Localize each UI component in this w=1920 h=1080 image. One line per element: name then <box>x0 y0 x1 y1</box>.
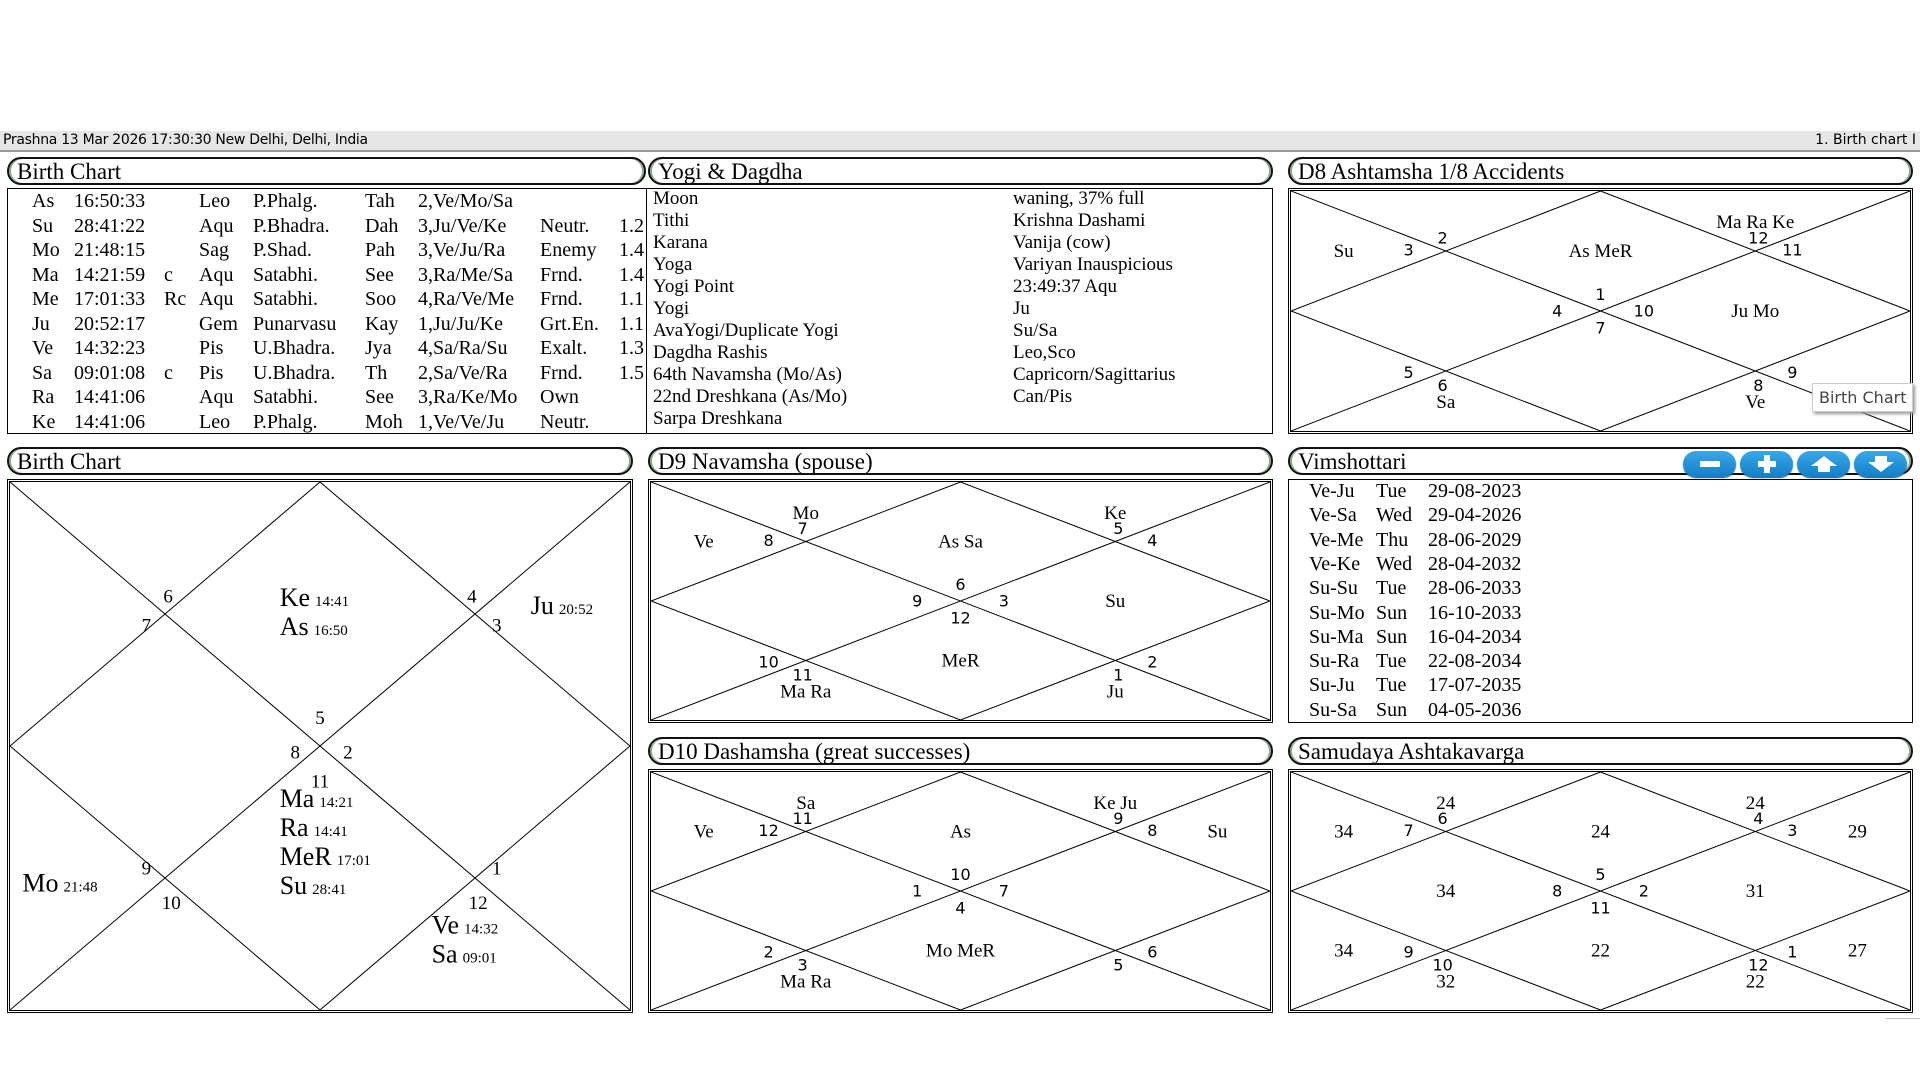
dasha-weekday: Sun <box>1376 601 1408 624</box>
cell-relation: Exalt. <box>540 337 588 359</box>
house-sign-number: 3 <box>1403 240 1414 260</box>
house-sign-number: 5 <box>1113 955 1124 975</box>
dasha-weekday: Thu <box>1376 528 1409 551</box>
house-sign-number: 5 <box>1595 864 1606 884</box>
cell-planet: As <box>32 190 55 212</box>
cell-nakshatra: Satabhi. <box>253 263 318 286</box>
cell-strength: 1.5 <box>619 361 644 384</box>
dasha-period: Ve-Ke <box>1309 552 1361 575</box>
yogi-value: Capricorn/Sagittarius <box>1013 364 1176 385</box>
house-planets: Ma Ra Ke <box>1716 212 1795 234</box>
cell-planet: Sa <box>32 361 52 384</box>
house-planets: Ke <box>1104 502 1127 524</box>
house-planets: 22 <box>1591 940 1610 962</box>
cell-sign: Sag <box>199 239 229 261</box>
house-planets: 32 <box>1436 971 1456 993</box>
dasha-weekday: Wed <box>1376 552 1413 575</box>
tooltip: Birth Chart <box>1812 383 1913 412</box>
birth-chart-panel[interactable] <box>7 479 633 1013</box>
cell-nakshatra: Punarvasu <box>253 312 337 335</box>
house-planets: 27 <box>1847 940 1867 962</box>
dasha-date: 16-04-2034 <box>1428 625 1522 648</box>
chart-lines <box>10 482 630 1010</box>
house-sign-number: 8 <box>1753 376 1764 395</box>
panel-title-yogi[interactable]: Yogi & Dagdha <box>648 157 1273 185</box>
house-sign-number: 7 <box>141 615 152 637</box>
cell-pada-lord: Jya <box>365 337 392 359</box>
yogi-value: Leo,Sco <box>1013 342 1076 363</box>
house-planets: 24 <box>1591 821 1610 843</box>
planet-placement: Sa 09:01 <box>431 939 497 969</box>
panel-title-d10[interactable]: D10 Dashamsha (great successes) <box>648 737 1273 765</box>
cell-strength: 1.3 <box>619 337 644 359</box>
panel-title-d9[interactable]: D9 Navamsha (spouse) <box>648 447 1273 475</box>
cell-relation: Frnd. <box>540 361 583 384</box>
cell-longitude: 20:52:17 <box>74 312 146 335</box>
minus-icon <box>1700 460 1720 468</box>
cell-sign: Leo <box>199 410 231 433</box>
cell-longitude: 16:50:33 <box>74 190 146 212</box>
house-sign-number: 1 <box>1595 284 1606 304</box>
house-planets: Ve <box>693 531 714 553</box>
house-sign-number: 6 <box>1437 376 1448 395</box>
house-sign-number: 1 <box>912 881 923 901</box>
dasha-date: 28-04-2032 <box>1428 552 1522 575</box>
birth-table-panel <box>7 188 648 434</box>
house-sign-number: 3 <box>491 615 502 637</box>
cell-pada-lord: Tah <box>365 190 395 212</box>
yogi-label: Karana <box>653 232 708 253</box>
yogi-label: AvaYogi/Duplicate Yogi <box>653 320 839 341</box>
cell-relation: Grt.En. <box>540 312 599 335</box>
house-sign-number: 7 <box>797 519 808 539</box>
house-planets: Ju Mo <box>1731 301 1780 322</box>
planet-placement: Ju 20:52 <box>530 591 594 621</box>
cell-sign: Pis <box>199 361 224 384</box>
house-sign-number: 2 <box>1638 881 1649 901</box>
house-planets: Ma Ra <box>780 681 832 703</box>
house-planets: Su <box>1333 241 1354 262</box>
house-sign-number: 4 <box>467 586 477 608</box>
cell-pada-lord: Dah <box>365 214 399 237</box>
panel-title-birth-table[interactable]: Birth Chart <box>7 157 646 185</box>
cell-pada: 3,Ra/Me/Sa <box>418 263 513 286</box>
birth-chart[interactable] <box>10 482 630 1010</box>
house-sign-number: 3 <box>1787 820 1798 840</box>
yogi-value: waning, 37% full <box>1013 188 1145 209</box>
arrow-down-icon <box>1867 455 1895 473</box>
cell-nakshatra: P.Phalg. <box>253 190 318 212</box>
planet-placement: Su 28:41 <box>279 870 347 900</box>
house-sign-number: 12 <box>468 892 488 914</box>
house-sign-number: 3 <box>797 955 808 975</box>
house-planets: 24 <box>1436 792 1456 814</box>
panel-title-d8[interactable]: D8 Ashtamsha 1/8 Accidents <box>1288 157 1913 185</box>
house-sign-number: 2 <box>1437 228 1448 248</box>
yogi-label: Yoga <box>653 254 693 275</box>
house-sign-number: 8 <box>763 530 774 550</box>
house-sign-number: 3 <box>998 591 1009 611</box>
yogi-label: 64th Navamsha (Mo/As) <box>653 364 842 385</box>
cell-pada: 1,Ju/Ju/Ke <box>418 312 503 335</box>
chart-lines <box>651 772 1270 1010</box>
expand-button[interactable] <box>1740 451 1793 477</box>
status-bar <box>0 131 1920 152</box>
house-sign-number: 9 <box>912 591 923 611</box>
planet-placement: Ve 14:32 <box>431 910 499 940</box>
dasha-period: Su-Ra <box>1309 650 1359 673</box>
house-sign-number: 12 <box>1748 955 1769 975</box>
cell-pada-lord: Soo <box>365 288 397 310</box>
house-sign-number: 2 <box>343 742 353 764</box>
dasha-date: 17-07-2035 <box>1428 674 1522 697</box>
house-sign-number: 12 <box>1748 228 1769 248</box>
house-sign-number: 1 <box>1787 942 1798 962</box>
cell-nakshatra: U.Bhadra. <box>253 361 336 384</box>
house-sign-number: 12 <box>950 608 971 628</box>
house-sign-number: 7 <box>1403 820 1414 840</box>
cell-sign: Aqu <box>199 288 234 310</box>
house-planets: Ve <box>693 821 714 843</box>
planet-placement: Mo 21:48 <box>22 868 98 898</box>
dasha-period: Su-Sa <box>1309 698 1357 721</box>
house-sign-number: 11 <box>792 665 813 685</box>
cell-pada-lord: Moh <box>365 410 403 433</box>
dasha-period: Su-Su <box>1309 577 1358 600</box>
cell-longitude: 14:41:06 <box>74 410 146 433</box>
cell-sign: Aqu <box>199 214 234 237</box>
house-sign-number: 12 <box>758 820 779 840</box>
cell-relation: Frnd. <box>540 263 583 286</box>
dasha-weekday: Sun <box>1376 698 1408 721</box>
plus-icon <box>1758 455 1776 473</box>
cell-pada: 3,Ju/Ve/Ke <box>418 214 507 237</box>
house-sign-number: 8 <box>1552 881 1563 901</box>
d10-chart[interactable] <box>651 772 1270 1010</box>
dasha-period: Su-Mo <box>1309 601 1365 624</box>
status-active-tab[interactable]: 1. Birth chart I <box>1815 132 1916 148</box>
house-sign-number: 2 <box>1147 652 1158 672</box>
house-planets: 24 <box>1745 792 1765 814</box>
planet-placement: Ke 14:41 <box>279 583 350 613</box>
house-sign-number: 6 <box>955 574 966 594</box>
cell-nakshatra: U.Bhadra. <box>253 337 336 359</box>
yogi-value: Variyan Inauspicious <box>1013 254 1173 275</box>
house-planets: Sa <box>796 792 816 814</box>
house-planets: Ju <box>1106 681 1124 703</box>
cell-flag: c <box>164 263 173 286</box>
house-sign-number: 4 <box>1552 301 1563 321</box>
house-sign-number: 5 <box>1113 519 1124 539</box>
cell-pada-lord: See <box>365 386 394 408</box>
house-sign-number: 9 <box>1403 942 1414 962</box>
house-sign-number: 10 <box>758 652 779 672</box>
dasha-period: Ve-Sa <box>1309 504 1357 527</box>
house-planets: Mo <box>792 502 819 524</box>
yogi-value: Su/Sa <box>1013 320 1058 341</box>
d9-chart[interactable] <box>651 482 1270 720</box>
cell-nakshatra: Satabhi. <box>253 288 318 310</box>
cell-sign: Leo <box>199 190 231 212</box>
house-planets: 34 <box>1436 881 1456 902</box>
cell-strength: 1.4 <box>619 263 644 286</box>
house-sign-number: 11 <box>1590 898 1611 918</box>
cell-flag: Rc <box>164 288 187 310</box>
cell-nakshatra: P.Phalg. <box>253 410 318 433</box>
cell-relation: Frnd. <box>540 288 583 310</box>
cell-sign: Pis <box>199 337 224 359</box>
cell-strength: 1.1 <box>619 288 644 310</box>
dasha-weekday: Wed <box>1376 504 1413 527</box>
house-sign-number: 10 <box>161 892 181 914</box>
yogi-label: Tithi <box>653 210 690 231</box>
cell-planet: Mo <box>32 239 60 261</box>
cell-planet: Ve <box>32 337 54 359</box>
yogi-label: 22nd Dreshkana (As/Mo) <box>653 386 848 407</box>
house-sign-number: 9 <box>141 858 152 880</box>
cell-longitude: 09:01:08 <box>74 361 146 384</box>
house-planets: Su <box>1105 591 1126 612</box>
vimshottari-panel <box>1288 479 1913 723</box>
house-planets: Mo MeR <box>925 940 996 962</box>
dasha-weekday: Sun <box>1376 625 1408 648</box>
house-planets: As MeR <box>1568 241 1633 262</box>
dasha-date: 29-08-2023 <box>1428 480 1522 502</box>
dasha-weekday: Tue <box>1376 577 1407 600</box>
cell-sign: Aqu <box>199 263 234 286</box>
scroll-up-button[interactable] <box>1797 451 1850 477</box>
house-planets: As <box>949 821 972 843</box>
divider <box>1886 1018 1920 1019</box>
cell-pada: 3,Ra/Ke/Mo <box>418 386 518 408</box>
panel-title-birth-chart[interactable]: Birth Chart <box>7 447 633 475</box>
house-sign-number: 4 <box>955 898 966 918</box>
house-sign-number: 11 <box>792 809 813 829</box>
cell-flag: c <box>164 361 173 384</box>
cell-nakshatra: Satabhi. <box>253 386 318 408</box>
cell-pada: 1,Ve/Ve/Ju <box>418 410 505 433</box>
cell-pada: 2,Sa/Ve/Ra <box>418 361 508 384</box>
status-chart-info: Prashna 13 Mar 2026 17:30:30 New Delhi, Delhi, India <box>3 132 368 148</box>
house-planets: 34 <box>1334 940 1354 962</box>
cell-longitude: 14:41:06 <box>74 386 146 408</box>
house-sign-number: 1 <box>491 858 502 880</box>
cell-sign: Gem <box>199 312 238 335</box>
yogi-label: Dagdha Rashis <box>653 342 768 363</box>
cell-pada-lord: See <box>365 263 394 286</box>
house-sign-number: 11 <box>1782 240 1803 260</box>
house-planets: MeR <box>941 650 980 672</box>
dasha-date: 29-04-2026 <box>1428 504 1522 527</box>
ashtakavarga-chart-panel[interactable] <box>1288 769 1913 1013</box>
chart-lines <box>1291 772 1910 1010</box>
house-planets: 34 <box>1334 821 1354 843</box>
house-sign-number: 4 <box>1753 809 1764 829</box>
house-sign-number: 11 <box>310 771 330 793</box>
yogi-label: Sarpa Dreshkana <box>653 408 783 429</box>
cell-pada: 2,Ve/Mo/Sa <box>418 190 513 212</box>
cell-strength: 1.1 <box>619 312 644 335</box>
cell-strength: 1.4 <box>619 239 644 261</box>
house-sign-number: 7 <box>998 881 1009 901</box>
house-planets: Ma Ra <box>780 971 832 993</box>
scroll-down-button[interactable] <box>1854 451 1907 477</box>
yogi-value: Can/Pis <box>1013 386 1073 407</box>
cell-pada-lord: Kay <box>365 312 399 335</box>
house-sign-number: 1 <box>1113 665 1124 685</box>
panel-title-vimshottari[interactable]: Vimshottari <box>1288 447 1913 475</box>
house-sign-number: 7 <box>1595 318 1606 338</box>
cell-nakshatra: P.Shad. <box>253 239 312 261</box>
house-sign-number: 10 <box>1432 955 1453 975</box>
house-sign-number: 10 <box>1633 301 1655 321</box>
house-sign-number: 2 <box>763 942 774 962</box>
dasha-weekday: Tue <box>1376 480 1407 502</box>
cell-longitude: 17:01:33 <box>74 288 146 310</box>
arrow-up-icon <box>1810 455 1838 473</box>
cell-planet: Ra <box>32 386 55 408</box>
cell-sign: Aqu <box>199 386 234 408</box>
collapse-button[interactable] <box>1683 451 1736 477</box>
yogi-value: Ju <box>1013 298 1030 319</box>
d9-chart-panel[interactable] <box>648 479 1273 723</box>
house-planets: As Sa <box>938 531 983 553</box>
house-planets: Su <box>1207 821 1228 843</box>
cell-pada: 4,Sa/Ra/Su <box>418 337 508 359</box>
d10-chart-panel[interactable] <box>648 769 1273 1013</box>
house-sign-number: 4 <box>1147 530 1158 550</box>
panel-title-ashtakavarga[interactable]: Samudaya Ashtakavarga <box>1288 737 1913 765</box>
cell-pada: 4,Ra/Ve/Me <box>418 288 515 310</box>
house-planets: 29 <box>1847 821 1867 843</box>
yogi-label: Yogi <box>653 298 690 319</box>
yogi-value: Krishna Dashami <box>1013 210 1146 231</box>
chart-lines <box>651 482 1270 720</box>
dasha-date: 04-05-2036 <box>1428 698 1522 721</box>
cell-planet: Me <box>32 288 59 310</box>
yogi-label: Yogi Point <box>653 276 734 297</box>
house-planets: Ve <box>1745 392 1766 414</box>
house-planets: Ke Ju <box>1093 792 1138 814</box>
yogi-label: Moon <box>653 188 699 209</box>
planet-placement: Ma 14:21 <box>279 783 354 813</box>
dasha-date: 16-10-2033 <box>1428 601 1522 624</box>
house-sign-number: 6 <box>163 586 173 608</box>
cell-pada-lord: Pah <box>365 239 395 261</box>
dasha-period: Ve-Me <box>1309 528 1364 551</box>
dasha-date: 28-06-2033 <box>1428 577 1522 600</box>
house-sign-number: 8 <box>290 742 300 764</box>
cell-planet: Su <box>32 214 54 237</box>
house-planets: 31 <box>1745 881 1765 902</box>
house-sign-number: 9 <box>1787 362 1798 382</box>
planet-placement: As 16:50 <box>279 612 348 642</box>
yogi-value: Vanija (cow) <box>1013 232 1111 253</box>
house-sign-number: 9 <box>1113 809 1124 829</box>
dasha-period: Su-Ma <box>1309 625 1364 648</box>
dasha-weekday: Tue <box>1376 650 1407 673</box>
cell-relation: Enemy <box>540 239 597 261</box>
dasha-date: 28-06-2029 <box>1428 528 1522 551</box>
planet-placement: MeR 17:01 <box>279 841 371 871</box>
house-planets: 22 <box>1745 971 1765 993</box>
house-sign-number: 5 <box>1403 362 1414 382</box>
cell-longitude: 14:21:59 <box>74 263 146 286</box>
cell-pada-lord: Th <box>365 361 388 384</box>
cell-planet: Ju <box>32 312 50 335</box>
house-sign-number: 6 <box>1147 942 1158 962</box>
yogi-value: 23:49:37 Aqu <box>1013 276 1117 297</box>
cell-pada: 3,Ve/Ju/Ra <box>418 239 506 261</box>
planet-placement: Ra 14:41 <box>279 812 348 842</box>
cell-planet: Ke <box>32 410 56 433</box>
cell-nakshatra: P.Bhadra. <box>253 214 330 237</box>
dasha-date: 22-08-2034 <box>1428 650 1522 673</box>
cell-planet: Ma <box>32 263 59 286</box>
yogi-panel <box>646 188 1273 434</box>
cell-longitude: 21:48:15 <box>74 239 146 261</box>
house-sign-number: 6 <box>1437 809 1448 829</box>
house-sign-number: 5 <box>315 707 325 729</box>
house-planets: Sa <box>1436 392 1456 414</box>
dasha-weekday: Tue <box>1376 674 1407 697</box>
house-sign-number: 8 <box>1147 820 1158 840</box>
cell-relation: Neutr. <box>540 410 590 433</box>
cell-relation: Neutr. <box>540 214 590 237</box>
cell-strength: 1.2 <box>619 214 644 237</box>
cell-longitude: 14:32:23 <box>74 337 146 359</box>
dasha-period: Ve-Ju <box>1309 480 1355 502</box>
cell-longitude: 28:41:22 <box>74 214 146 237</box>
house-sign-number: 10 <box>950 864 971 884</box>
cell-relation: Own <box>540 386 579 408</box>
dasha-period: Su-Ju <box>1309 674 1355 697</box>
ashtakavarga-chart[interactable] <box>1291 772 1910 1010</box>
